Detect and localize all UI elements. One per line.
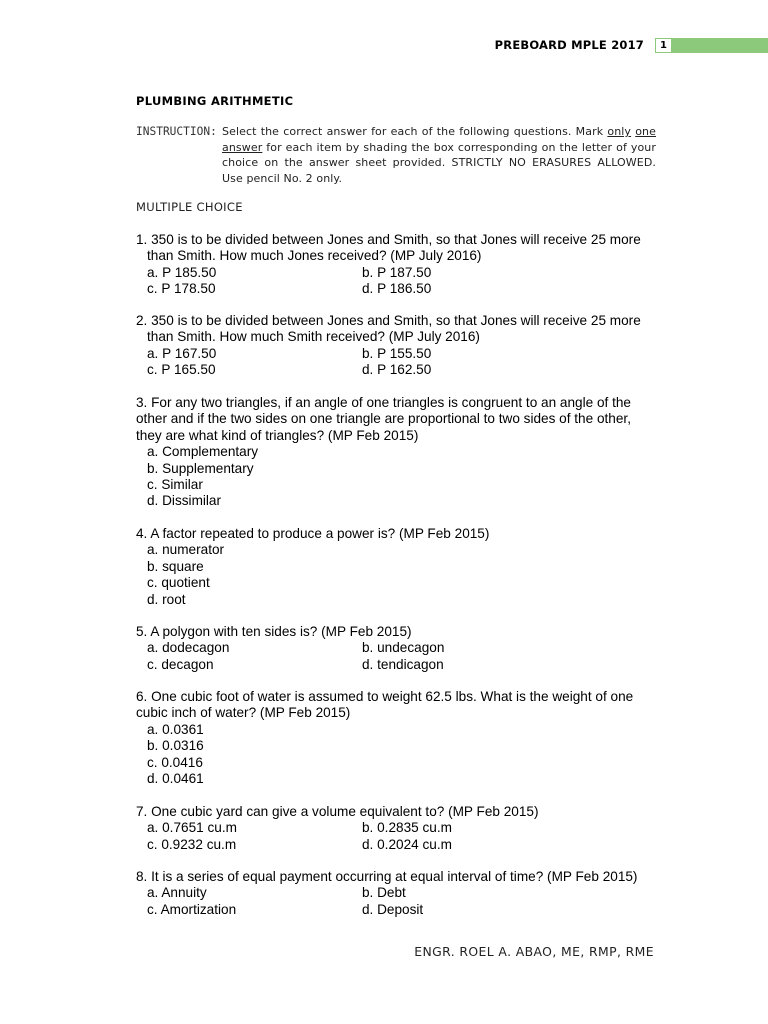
question-stem: 2. 350 is to be divided between Jones and Smith, so that Jones will receive 25 more xyxy=(136,313,641,328)
option-a: a. P 185.50 xyxy=(147,264,217,280)
question-stem: 1. 350 is to be divided between Jones and Smith, so that Jones will receive 25 more xyxy=(136,232,641,247)
option-a: a. Complementary xyxy=(147,444,259,460)
question-4 xyxy=(136,526,656,608)
header-accent-bar xyxy=(655,38,768,53)
option-a: a. dodecagon xyxy=(147,640,230,656)
author-footer: ENGR. ROEL A. ABAO, ME, RMP, RME xyxy=(414,944,654,959)
question-3 xyxy=(136,395,656,510)
option-a: a. P 167.50 xyxy=(147,345,217,361)
question-stem: 5. A polygon with ten sides is? (MP Feb 2015) xyxy=(136,624,412,639)
option-c: c. Amortization xyxy=(147,901,237,917)
question-stem-continued: than Smith. How much Jones received? (MP July 2016) xyxy=(147,248,482,264)
question-stem: 7. One cubic yard can give a volume equivalent to? (MP Feb 2015) xyxy=(136,804,539,819)
section-title: PLUMBING ARITHMETIC xyxy=(136,94,294,108)
option-d: d. Dissimilar xyxy=(147,493,222,509)
option-d: d. 0.0461 xyxy=(147,771,204,787)
option-c: c. 0.0416 xyxy=(147,754,203,770)
question-stem: 6. One cubic foot of water is assumed to weight 62.5 lbs. What is the weight of one cubic inch of water? (MP Feb 2015) xyxy=(136,689,634,721)
option-b: b. 0.0316 xyxy=(147,738,204,754)
option-b: b. 0.2835 cu.m xyxy=(362,820,452,836)
option-a: a. Annuity xyxy=(147,885,207,901)
question-8 xyxy=(136,869,656,918)
option-d: d. Deposit xyxy=(362,901,424,917)
option-a: a. numerator xyxy=(147,542,225,558)
option-c: c. P 178.50 xyxy=(147,281,216,297)
option-b: b. Debt xyxy=(362,885,406,901)
option-d: d. root xyxy=(147,591,186,607)
instruction-label: INSTRUCTION: xyxy=(136,125,217,138)
option-c: c. decagon xyxy=(147,656,214,672)
header-title: PREBOARD MPLE 2017 xyxy=(494,38,644,52)
option-b: b. Supplementary xyxy=(147,460,254,476)
option-c: c. Similar xyxy=(147,477,203,493)
multiple-choice-heading: MULTIPLE CHOICE xyxy=(136,200,243,214)
option-c: c. quotient xyxy=(147,575,210,591)
option-a: a. 0.7651 cu.m xyxy=(147,820,237,836)
page-number: 1 xyxy=(656,39,671,52)
option-c: c. P 165.50 xyxy=(147,362,216,378)
instruction-emphasis-one-answer: one answer xyxy=(222,125,656,154)
instruction-text: Select the correct answer for each of the following questions. Mark only one answer for each item by shading the box corresponding on the letter of your choice on the answer sheet provided. STRICTLY NO ERASURES ALLOWED. Use pencil No. 2 only. xyxy=(222,125,656,185)
instruction-emphasis-only: only xyxy=(607,125,632,138)
option-a: a. 0.0361 xyxy=(147,721,204,737)
option-b: b. P 187.50 xyxy=(362,264,432,280)
question-stem-continued: than Smith. How much Smith received? (MP July 2016) xyxy=(147,329,480,345)
question-2 xyxy=(136,313,656,379)
option-d: d. P 186.50 xyxy=(362,281,432,297)
question-6 xyxy=(136,689,656,787)
question-stem: 8. It is a series of equal payment occurring at equal interval of time? (MP Feb 2015) xyxy=(136,869,638,884)
question-5 xyxy=(136,624,656,673)
option-d: d. P 162.50 xyxy=(362,362,432,378)
option-b: b. undecagon xyxy=(362,640,445,656)
question-stem: 4. A factor repeated to produce a power is? (MP Feb 2015) xyxy=(136,526,490,541)
option-d: d. 0.2024 cu.m xyxy=(362,836,452,852)
question-stem: 3. For any two triangles, if an angle of one triangles is congruent to an angle of the other and if the two sides on one triangle are proportional to two sides of the other, they are what kind of triangles? (MP Feb 2015) xyxy=(136,395,631,443)
option-b: b. P 155.50 xyxy=(362,345,432,361)
question-1 xyxy=(136,232,656,298)
option-b: b. square xyxy=(147,558,204,574)
question-7 xyxy=(136,804,656,853)
option-c: c. 0.9232 cu.m xyxy=(147,836,237,852)
option-d: d. tendicagon xyxy=(362,656,444,672)
